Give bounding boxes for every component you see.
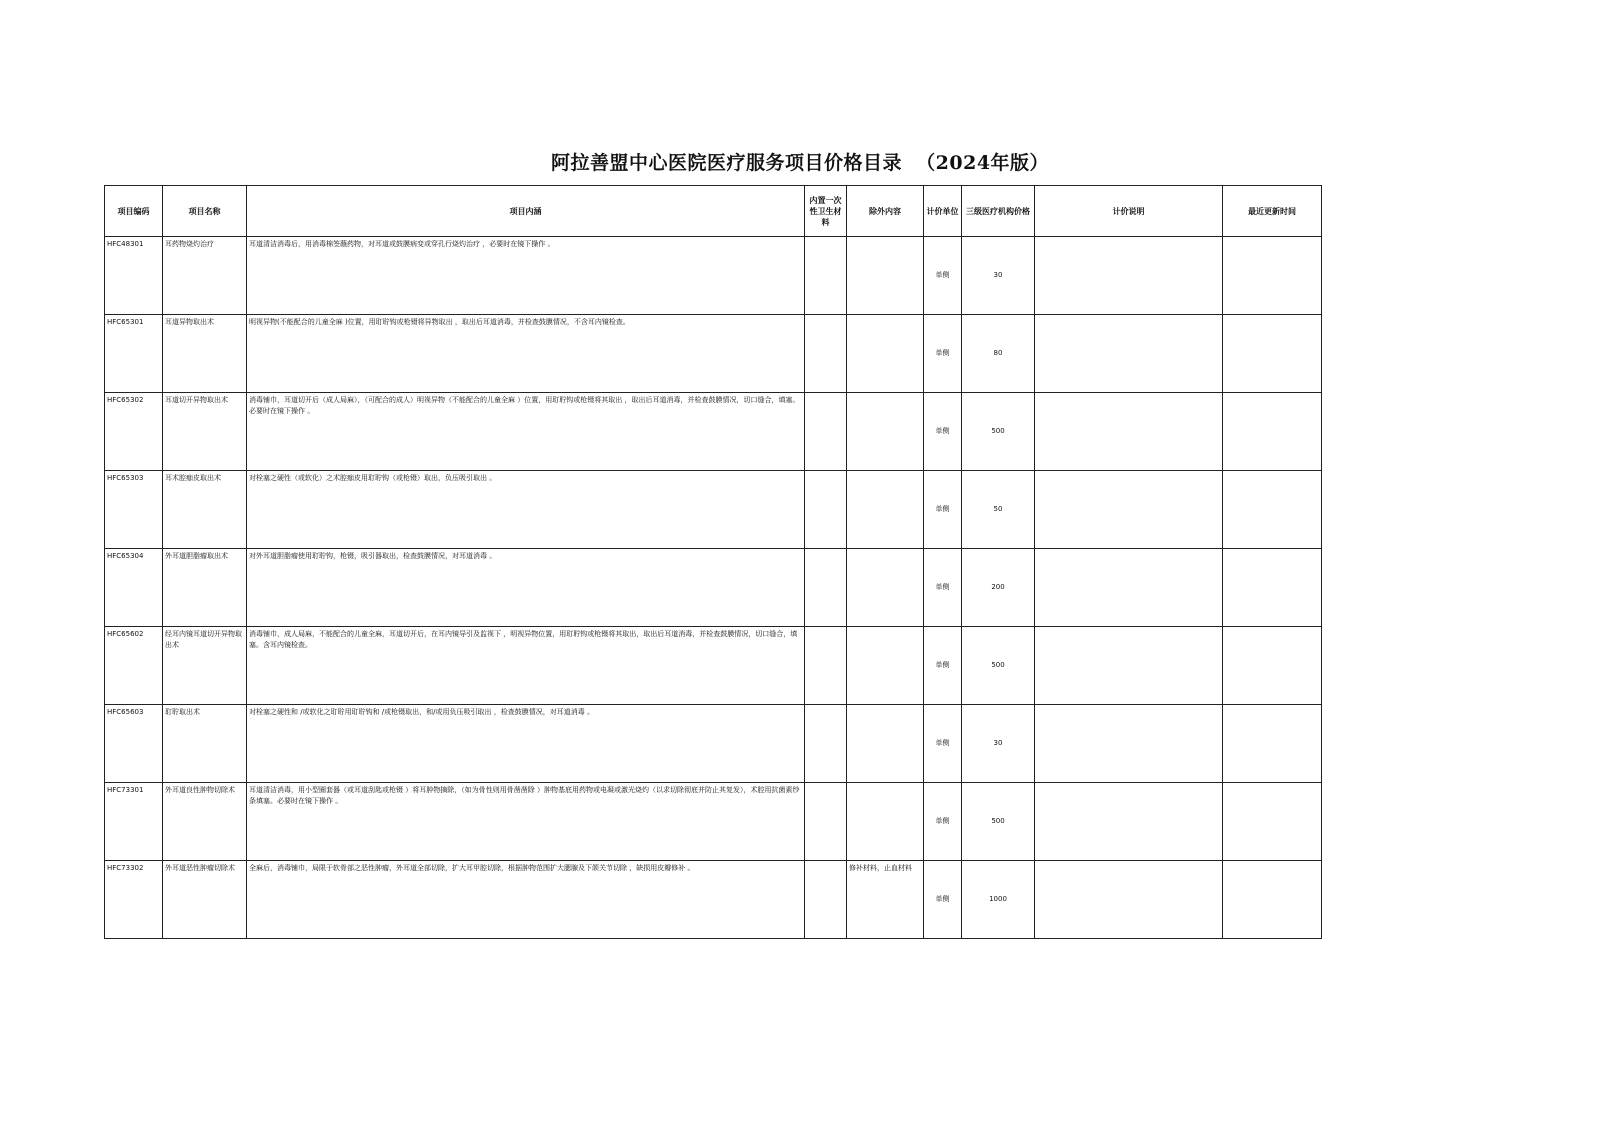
cell-price: 80	[962, 315, 1035, 393]
cell-disposable	[805, 237, 847, 315]
cell-unit: 单侧	[924, 783, 962, 861]
cell-code: HFC65603	[105, 705, 163, 783]
cell-exclusion	[847, 471, 924, 549]
cell-name: 耵聍取出术	[163, 705, 247, 783]
cell-content: 耳道清洁消毒后，用消毒棉签蘸药物，对耳道或鼓膜病变或穿孔行烧灼治疗 ，必要时在镜下操作 。	[247, 237, 805, 315]
cell-updated	[1223, 705, 1322, 783]
cell-exclusion: 修补材料，止血材料	[847, 861, 924, 939]
cell-price: 30	[962, 705, 1035, 783]
cell-name: 耳术腔痂皮取出术	[163, 471, 247, 549]
cell-name: 外耳道恶性肿瘤切除术	[163, 861, 247, 939]
cell-name: 经耳内镜耳道切开异物取出术	[163, 627, 247, 705]
cell-disposable	[805, 783, 847, 861]
cell-disposable	[805, 315, 847, 393]
cell-updated	[1223, 315, 1322, 393]
cell-note	[1035, 783, 1223, 861]
cell-price: 500	[962, 627, 1035, 705]
cell-content: 全麻后，消毒铺巾，局限于软骨部之恶性肿瘤，外耳道全部切除，扩大耳甲腔切除，根据肿物范围扩大腮腺及下颌关节切除 ，缺损用皮瓣修补 。	[247, 861, 805, 939]
page-title: 阿拉善盟中心医院医疗服务项目价格目录 （2024年版）	[550, 152, 1050, 174]
cell-code: HFC65302	[105, 393, 163, 471]
cell-disposable	[805, 549, 847, 627]
cell-unit: 单侧	[924, 471, 962, 549]
cell-price: 30	[962, 237, 1035, 315]
table-row	[105, 783, 1322, 861]
cell-name: 外耳道良性肿物切除术	[163, 783, 247, 861]
cell-unit: 单侧	[924, 861, 962, 939]
cell-price: 200	[962, 549, 1035, 627]
cell-code: HFC65301	[105, 315, 163, 393]
cell-content: 对外耳道胆脂瘤使用耵聍钩，枪镊，吸引器取出，检查鼓膜情况，对耳道消毒 。	[247, 549, 805, 627]
cell-updated	[1223, 393, 1322, 471]
cell-disposable	[805, 393, 847, 471]
cell-exclusion	[847, 783, 924, 861]
cell-note	[1035, 393, 1223, 471]
header-content: 项目内涵	[247, 186, 805, 237]
table-header	[105, 186, 1322, 237]
cell-name: 耳道切开异物取出术	[163, 393, 247, 471]
table-row	[105, 861, 1322, 939]
cell-exclusion	[847, 393, 924, 471]
cell-name: 外耳道胆脂瘤取出术	[163, 549, 247, 627]
cell-updated	[1223, 471, 1322, 549]
cell-content: 耳道清洁消毒，用小型圈套器（或耳道刮匙或枪镊 ）将耳肿物摘除，（如为骨性则用骨凿凿除 ）肿物基底用药物或电凝或激光烧灼（以求切除彻底并防止其复发），术腔用抗菌素纱条填塞。必要时在镜下操作 。	[247, 783, 805, 861]
cell-note	[1035, 705, 1223, 783]
table-row	[105, 705, 1322, 783]
cell-content: 消毒铺巾，成人局麻，不能配合的儿童全麻，耳道切开后，在耳内镜导引及监视下 ，明视异物位置，用耵聍钩或枪镊将其取出，取出后耳道消毒，并检查鼓膜情况，切口缝合，填塞。含耳内镜检查。	[247, 627, 805, 705]
cell-disposable	[805, 471, 847, 549]
cell-updated	[1223, 549, 1322, 627]
cell-content: 对栓塞之硬性（或软化）之术腔痂皮用耵聍钩（或枪镊）取出，负压吸引取出 。	[247, 471, 805, 549]
cell-content: 消毒铺巾，耳道切开后（成人局麻），（可配合的成人）明视异物（不能配合的儿童全麻 ）位置，用耵聍钩或枪镊将其取出 ，取出后耳道消毒，并检查鼓膜情况，切口缝合，填塞。必要时在镜下操作 。	[247, 393, 805, 471]
cell-unit: 单侧	[924, 627, 962, 705]
cell-code: HFC65303	[105, 471, 163, 549]
cell-price: 500	[962, 783, 1035, 861]
cell-unit: 单侧	[924, 705, 962, 783]
header-unit: 计价单位	[924, 186, 962, 237]
header-price: 三级医疗机构价格	[962, 186, 1035, 237]
cell-exclusion	[847, 705, 924, 783]
cell-updated	[1223, 783, 1322, 861]
cell-note	[1035, 861, 1223, 939]
cell-disposable	[805, 861, 847, 939]
cell-unit: 单侧	[924, 315, 962, 393]
table-row	[105, 471, 1322, 549]
cell-code: HFC48301	[105, 237, 163, 315]
cell-disposable	[805, 627, 847, 705]
table-body	[105, 237, 1322, 939]
cell-disposable	[805, 705, 847, 783]
cell-name: 耳道异物取出术	[163, 315, 247, 393]
table-row	[105, 549, 1322, 627]
cell-code: HFC73301	[105, 783, 163, 861]
table-row	[105, 237, 1322, 315]
cell-unit: 单侧	[924, 549, 962, 627]
cell-note	[1035, 315, 1223, 393]
cell-price: 50	[962, 471, 1035, 549]
cell-note	[1035, 471, 1223, 549]
cell-updated	[1223, 627, 1322, 705]
cell-note	[1035, 627, 1223, 705]
cell-name: 耳药物烧灼治疗	[163, 237, 247, 315]
cell-code: HFC65602	[105, 627, 163, 705]
cell-exclusion	[847, 627, 924, 705]
price-table	[104, 185, 1322, 939]
header-disposable: 内置一次性卫生材料	[805, 186, 847, 237]
cell-exclusion	[847, 315, 924, 393]
cell-note	[1035, 237, 1223, 315]
table-row	[105, 393, 1322, 471]
header-name: 项目名称	[163, 186, 247, 237]
cell-note	[1035, 549, 1223, 627]
table-row	[105, 627, 1322, 705]
cell-unit: 单侧	[924, 393, 962, 471]
cell-unit: 单侧	[924, 237, 962, 315]
table-row	[105, 315, 1322, 393]
header-note: 计价说明	[1035, 186, 1223, 237]
cell-content: 明视异物(不能配合的儿童全麻 )位置，用耵聍钩或枪镊将异物取出 ，取出后耳道消毒，并检查鼓膜情况，不含耳内镜检查。	[247, 315, 805, 393]
cell-code: HFC65304	[105, 549, 163, 627]
cell-price: 500	[962, 393, 1035, 471]
header-updated: 最近更新时间	[1223, 186, 1322, 237]
header-exclusion: 除外内容	[847, 186, 924, 237]
cell-code: HFC73302	[105, 861, 163, 939]
cell-content: 对栓塞之硬性和 /或软化之耵聍用耵聍钩和 /或枪镊取出，和/或用负压吸引取出 ，检查鼓膜情况，对耳道消毒 。	[247, 705, 805, 783]
cell-price: 1000	[962, 861, 1035, 939]
cell-exclusion	[847, 237, 924, 315]
cell-updated	[1223, 237, 1322, 315]
header-code: 项目编码	[105, 186, 163, 237]
header-row	[105, 186, 1322, 237]
cell-updated	[1223, 861, 1322, 939]
cell-exclusion	[847, 549, 924, 627]
